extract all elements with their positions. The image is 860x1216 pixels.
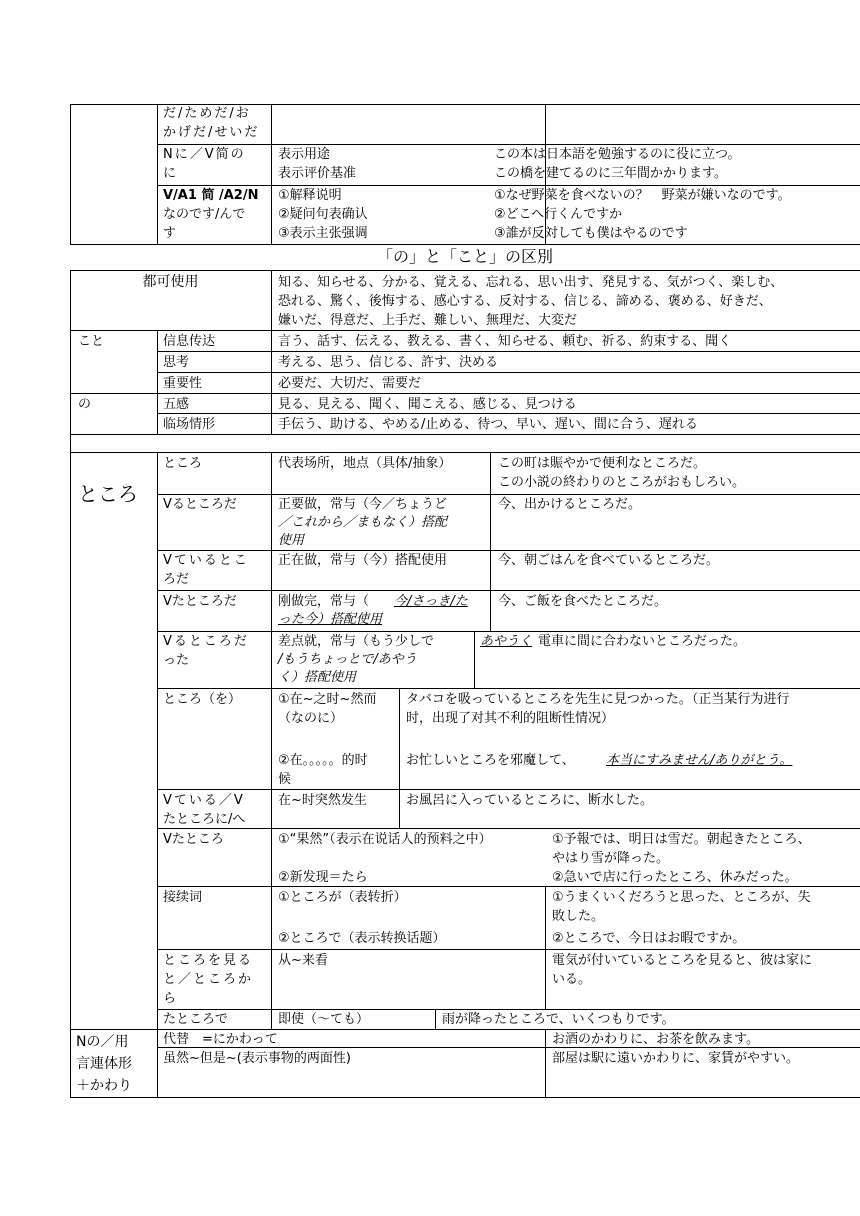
meaning-text: 差点就，常与（もう少しで <box>278 634 435 649</box>
example-underlined: 本当にすみません/ありがとう。 <box>606 753 793 768</box>
meaning-text: く）搭配使用 <box>278 670 357 685</box>
meaning-text: ③表示主张强调 <box>278 226 368 241</box>
example-text: この小説の終わりのところがおもしろい。 <box>498 475 746 490</box>
example-text: いる。 <box>552 972 592 987</box>
subcategory: 重要性 <box>163 376 203 391</box>
example-text: 今、出かけるところだ。 <box>498 497 642 512</box>
pattern-line: Vるところだ <box>163 634 249 649</box>
pattern-line: Vているとこ <box>163 553 249 568</box>
word-list: 嫌いだ、得意だ、上手だ、難しい、無理だ、大変だ <box>278 313 578 328</box>
pattern-line: Nに／V简の <box>163 147 246 162</box>
category-label: 言連体形 <box>76 1056 132 1072</box>
meaning-text: 使用 <box>278 533 305 548</box>
pattern-line: す <box>163 226 177 241</box>
pattern-line: なのです/んで <box>163 207 246 222</box>
word-list: 手伝う、助ける、やめる/止める、待つ、早い、遅い、間に合う、遅れる <box>278 417 698 432</box>
word-list: 見る、見える、聞く、聞こえる、感じる、見つける <box>278 397 577 412</box>
meaning-text: /もうちょっとで/あやう <box>278 652 417 667</box>
category-label: の <box>78 397 92 412</box>
category-label: ＋かわり <box>76 1078 132 1094</box>
subcategory: 五感 <box>163 397 190 412</box>
pattern-line: だ/ためだ/お <box>163 106 251 121</box>
meaning-text: ②新发现＝たら <box>278 870 368 885</box>
meaning-text: 表示评价基准 <box>278 166 357 181</box>
meaning-text: 代表场所，地点（具体/抽象） <box>278 456 452 471</box>
pattern-line: ら <box>163 991 177 1006</box>
word-list: 言う、話す、伝える、教える、書く、知らせる、頼む、祈る、約束する、聞く <box>278 334 732 349</box>
example-text: 时，出现了对其不利的阻断性情况） <box>406 711 615 726</box>
meaning-text: 候 <box>278 772 292 787</box>
example-text: ①なぜ野菜を食べないの？ 野菜が嫌いなのです。 <box>494 188 791 203</box>
meaning-text: （なのに） <box>278 711 344 726</box>
pattern-line: と／ところか <box>163 972 254 987</box>
word-list: 必要だ、大切だ、需要だ <box>278 376 422 391</box>
word-list: 考える、思う、信じる、許す、決める <box>278 355 498 370</box>
meaning-text: ①ところが（表转折） <box>278 890 407 905</box>
subcategory: 信息传达 <box>163 334 216 349</box>
pattern-line: 接续词 <box>163 890 203 905</box>
subcategory: 思考 <box>163 355 190 370</box>
pattern-line: Vるところだ <box>163 497 237 512</box>
meaning-text: 代替 =にかわって <box>163 1032 278 1047</box>
pattern-line: たところに/へ <box>163 812 246 827</box>
category-label: 都可使用 <box>142 274 199 290</box>
category-label: こと <box>78 334 105 349</box>
example-text: この本は日本語を勉強するのに役に立つ。 <box>494 147 741 162</box>
pattern-line: ところを見る <box>163 953 254 968</box>
example-text: やはり雪が降った。 <box>552 851 670 866</box>
meaning-text: 正要做，常与（今／ちょうど <box>278 497 448 512</box>
subcategory: 临场情形 <box>163 417 216 432</box>
word-list: 恐れる、驚く、後悔する、感心する、反対する、信じる、諦める、褒める、好きだ、 <box>278 294 772 309</box>
meaning-text: 即使（～ても） <box>278 1012 370 1027</box>
example-text: 雨が降ったところで、いくつもりです。 <box>442 1012 675 1027</box>
word-list: 知る、知らせる、分かる、覚える、忘れる、思い出す、発見する、気がつく、楽しむ、 <box>278 275 784 290</box>
example-text: 電車に間に合わないところだった。 <box>538 634 747 649</box>
category-label: Nの／用 <box>76 1034 129 1050</box>
meaning-text: ②ところで（表示转换话题） <box>278 931 446 946</box>
pattern-line: たところで <box>163 1012 228 1027</box>
example-text: ②急いで店に行ったところ、休みだった。 <box>552 870 798 885</box>
meaning-text: ①“果然”（表示在说话人的预料之中） <box>278 832 492 847</box>
meaning-text: 虽然~但是~(表示事物的两面性) <box>163 1051 351 1066</box>
example-text: ②どこへ行くんですか <box>494 207 623 222</box>
pattern-line: ところ（を） <box>163 692 242 707</box>
example-text: 今、朝ごはんを食べているところだ。 <box>498 553 720 568</box>
example-text: この町は賑やかで便利なところだ。 <box>498 456 707 471</box>
example-text: ②ところで、今日はお暇ですか。 <box>552 931 746 946</box>
meaning-text: った今）搭配使用 <box>278 612 383 627</box>
pattern-line: Vている／V <box>163 793 245 808</box>
example-text: ①予報では、明日は雪だ。朝起きたところ、 <box>552 832 811 847</box>
meaning-text: 表示用途 <box>278 147 331 162</box>
meaning-text: ②在。。。。。的时 <box>278 753 368 768</box>
meaning-text: ①在~之时~然而 <box>278 692 377 707</box>
pattern-line: ところ <box>163 456 203 471</box>
example-text: ①うまくいくだろうと思った、ところが、失 <box>552 890 811 905</box>
example-text: お忙しいところを邪魔して、 <box>406 753 575 768</box>
meaning-text: ／これから／まもなく）搭配 <box>278 515 448 530</box>
grammar-table <box>70 104 860 1098</box>
meaning-text: ①解释说明 <box>278 188 342 203</box>
pattern-line: った <box>163 653 190 668</box>
meaning-text: 正在做，常与（今）搭配使用 <box>278 553 448 568</box>
pattern-line: かげだ/せいだ <box>163 125 260 140</box>
meaning-text: 今/さっき/た <box>394 594 468 609</box>
example-text: 部屋は駅に遠いかわりに、家賃がやすい。 <box>552 1051 800 1066</box>
example-text: お風呂に入っているところに、断水した。 <box>406 793 654 808</box>
example-text: 今、ご飯を食べたところだ。 <box>498 594 668 609</box>
example-text: お酒のかわりに、お茶を飲みます。 <box>552 1032 759 1047</box>
pattern-line: Vたところだ <box>163 594 237 609</box>
pattern-line: に <box>163 166 177 181</box>
example-text: ③誰が反対しても僕はやるのです <box>494 226 688 241</box>
example-underlined: あやうく <box>480 634 533 649</box>
example-text: この橋を建てるのに三年間かかります。 <box>494 166 727 181</box>
section-title: 「の」と「こと」の区別 <box>376 247 553 266</box>
meaning-text: 在~时突然发生 <box>278 793 367 808</box>
pattern-line: ろだ <box>163 572 190 587</box>
pattern-line: V/A1 简 /A2/N <box>163 188 259 203</box>
meaning-text: 刚做完，常与（ <box>278 594 370 609</box>
meaning-text: 从~来看 <box>278 953 328 968</box>
example-text: 敗した。 <box>552 909 605 924</box>
tokoro-label: ところ <box>78 482 138 506</box>
meaning-text: ②疑问句表确认 <box>278 207 368 222</box>
example-text: 電気が付いているところを見ると、彼は家に <box>552 953 813 968</box>
pattern-line: Vたところ <box>163 832 224 847</box>
example-text: タバコを吸っているところを先生に見つかった。（正当某行为进行 <box>406 692 790 707</box>
